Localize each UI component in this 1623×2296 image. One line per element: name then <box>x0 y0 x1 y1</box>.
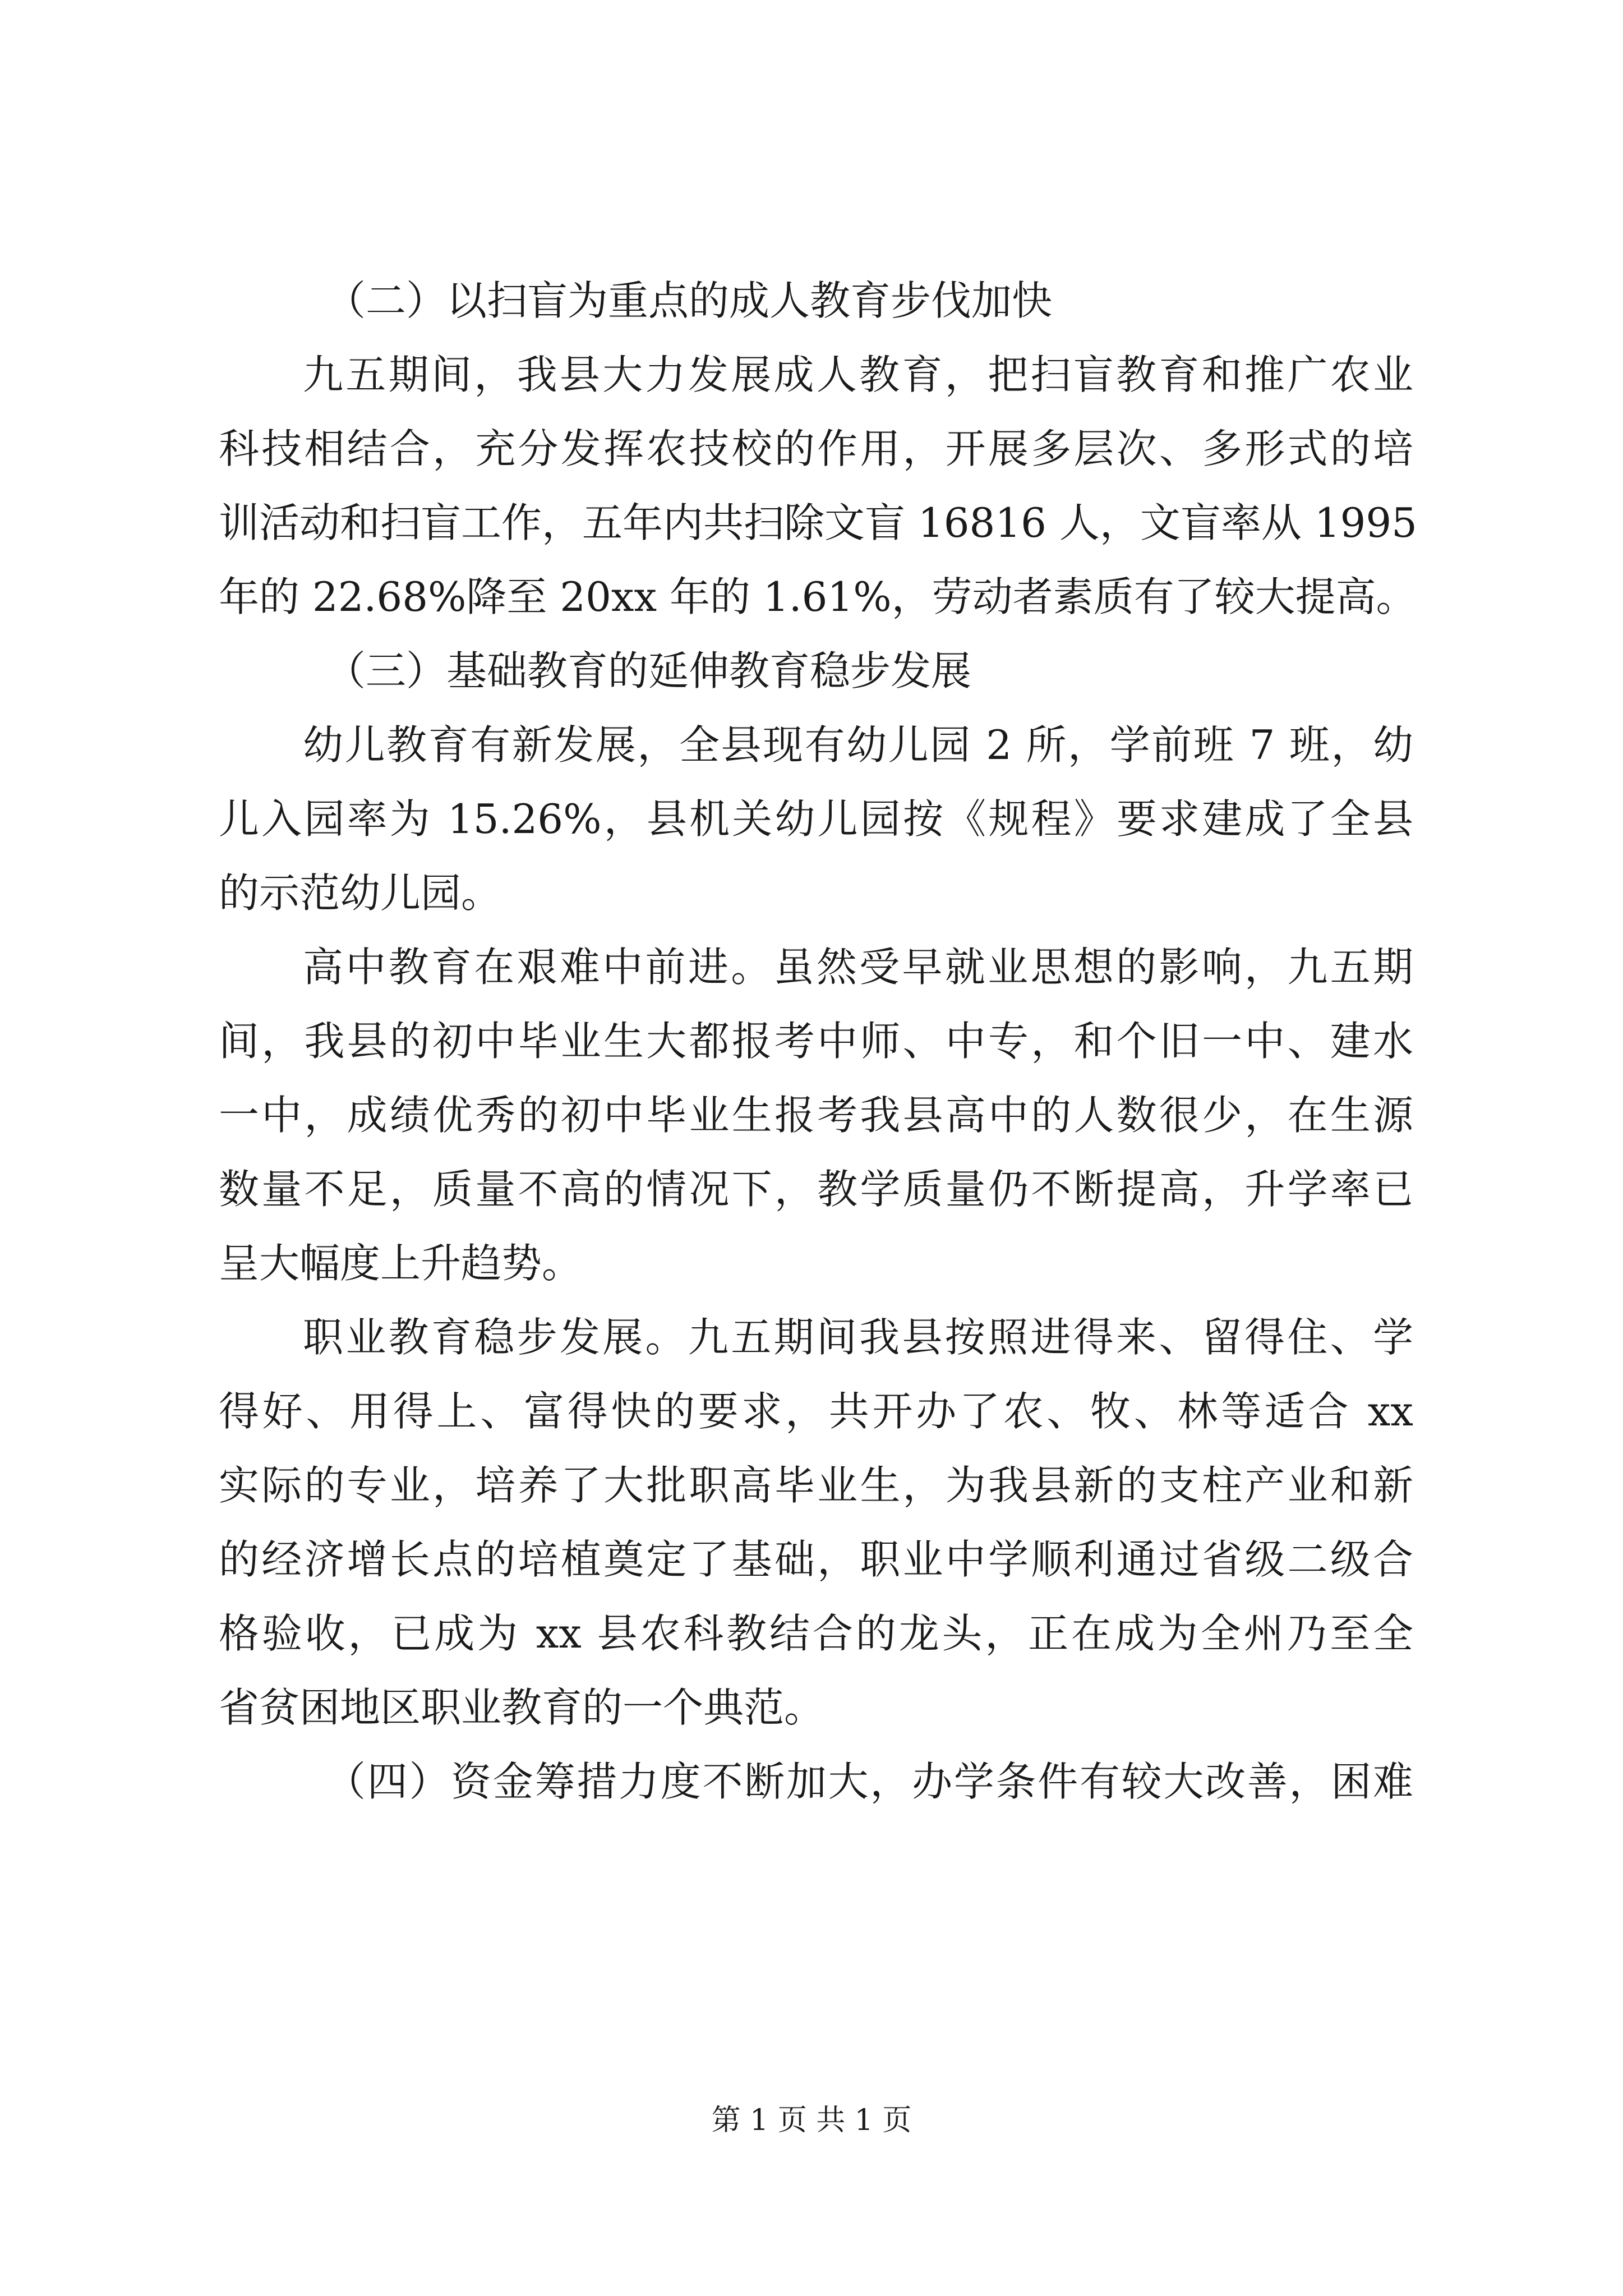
paragraph-line: 高中教育在艰难中前进。虽然受早就业思想的影响，九五期 <box>303 944 1413 991</box>
paragraph-line: 幼儿教育有新发展，全县现有幼儿园 2 所，学前班 7 班，幼 <box>303 721 1413 769</box>
paragraph-line: 儿入园率为 15.26%，县机关幼儿园按《规程》要求建成了全县 <box>219 795 1413 843</box>
paragraph-line: 得好、用得上、富得快的要求，共开办了农、牧、林等适合 xx <box>219 1388 1413 1435</box>
section-heading-2: （二）以扫盲为重点的成人教育步伐加快 <box>325 277 1053 324</box>
paragraph-line: 实际的专业，培养了大批职高毕业生，为我县新的支柱产业和新 <box>219 1462 1413 1509</box>
section-heading-4: （四）资金筹措力度不断加大，办学条件有较大改善，困难 <box>325 1758 1413 1805</box>
paragraph-text: 九五期间，我县大力发展成人教育，把扫盲教育和推广农业 <box>303 351 1413 398</box>
paragraph-line: 省贫困地区职业教育的一个典范。 <box>219 1684 825 1731</box>
paragraph-line: 一中，成绩优秀的初中毕业生报考我县高中的人数很少，在生源 <box>219 1092 1413 1139</box>
paragraph-line: 的示范幼儿园。 <box>219 869 502 917</box>
paragraph-line: 格验收，已成为 xx 县农科教结合的龙头，正在成为全州乃至全 <box>219 1610 1413 1657</box>
paragraph-line: 科技相结合，充分发挥农技校的作用，开展多层次、多形式的培 <box>219 425 1413 472</box>
page-footer: 第 1 页 共 1 页 <box>711 2104 912 2137</box>
paragraph-line: 间，我县的初中毕业生大都报考中师、中专，和个旧一中、建水 <box>219 1018 1413 1065</box>
paragraph-line <box>303 338 1413 412</box>
section-heading-3: （三）基础教育的延伸教育稳步发展 <box>325 647 972 694</box>
paragraph-line: 的经济增长点的培植奠定了基础，职业中学顺利通过省级二级合 <box>219 1536 1413 1583</box>
paragraph-line: 训活动和扫盲工作，五年内共扫除文盲 16816 人，文盲率从 1995 <box>219 499 1417 546</box>
paragraph-line: 数量不足，质量不高的情况下，教学质量仍不断提高，升学率已 <box>219 1166 1413 1213</box>
paragraph-line: 职业教育稳步发展。九五期间我县按照进得来、留得住、学 <box>303 1314 1413 1361</box>
paragraph-line: 年的 22.68%降至 20xx 年的 1.61%，劳动者素质有了较大提高。 <box>219 573 1417 620</box>
paragraph-line: 呈大幅度上升趋势。 <box>219 1240 583 1287</box>
document-body <box>219 264 1417 1819</box>
